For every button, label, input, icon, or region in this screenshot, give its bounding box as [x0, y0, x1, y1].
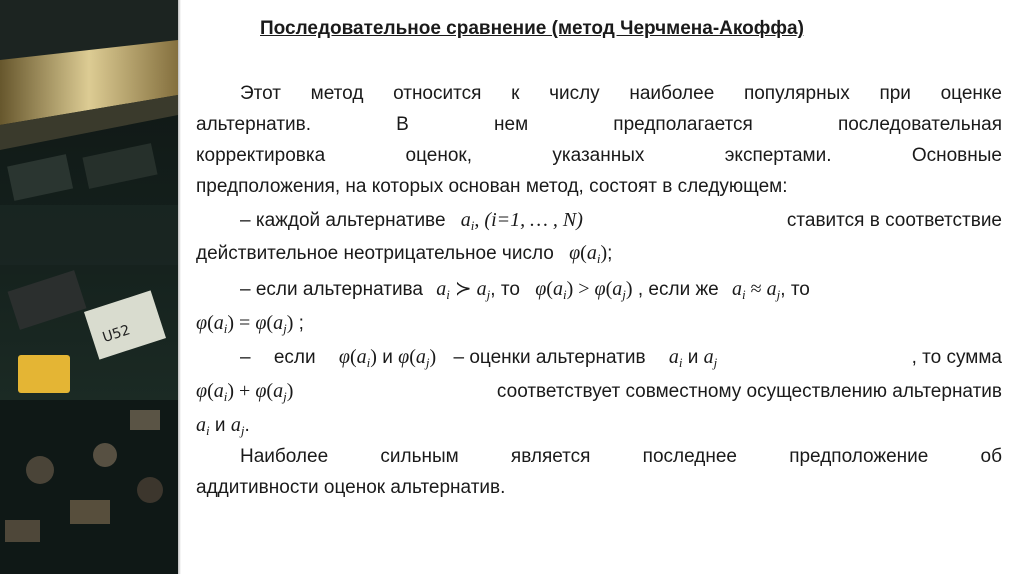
formula-a-i: $a_i$	[460, 209, 475, 233]
item-3-text-g: и	[214, 415, 226, 436]
formula-a-j-3: $a_j$	[230, 414, 245, 438]
item-1-dash: –	[240, 210, 251, 231]
item-1-text-c: действительное неотрицательное число	[196, 243, 554, 264]
paragraph-1-line-3: корректировка оценок, указанных экспертами. Основные	[196, 145, 1002, 166]
formula-phi-a-i: $\varphi(a_i)$	[569, 242, 608, 266]
formula-a-i-3: $a_i$	[196, 414, 210, 438]
formula-a-j-2: $a_j$	[703, 346, 718, 370]
formula-a-i-approx-a-j: $a_i \approx a_j$	[732, 278, 781, 302]
item-1-text-b: ставится в соответствие	[786, 210, 1002, 231]
paragraph-2-line-1: Наиболее сильным является последнее предположение об	[240, 446, 1002, 467]
item-2-text-d: , то	[780, 279, 810, 300]
photo-divider	[178, 0, 181, 574]
item-3-text-e: , то сумма	[911, 347, 1002, 368]
paragraph-1-line-2: альтернатив. В нем предполагается последовательная	[196, 114, 1002, 135]
item-3-text-b: и	[382, 347, 393, 368]
item-2-text-a: если альтернатива	[255, 279, 423, 300]
item-3-dash: –	[240, 347, 251, 368]
item-3-text-a: если	[273, 347, 316, 368]
formula-index-range: (i=1, … , N)	[484, 209, 583, 231]
formula-phi-i-eq-phi-j: $\varphi(a_i) = \varphi(a_j)$	[196, 312, 294, 336]
paragraph-2-line-2: аддитивности оценок альтернатив.	[196, 477, 506, 498]
item-2-dash: –	[240, 279, 251, 300]
item-2-text-b: , то	[490, 279, 520, 300]
item-3-text-d: и	[687, 347, 699, 368]
list-item-2-line-1	[196, 274, 1002, 305]
paragraph-1-line-4: предположения, на которых основан метод, состоят в следующем:	[196, 176, 788, 197]
list-item-1-line-2: действительное неотрицательное число $\varphi(a_i)$;	[196, 242, 613, 266]
svg-text:U52: U52	[100, 322, 133, 347]
list-item-3-line-2	[196, 376, 1002, 407]
formula-a-i-2: $a_i$	[668, 346, 683, 370]
formula-phi-i-gt-phi-j: $\varphi(a_i) > \varphi(a_j)$	[535, 278, 633, 302]
list-item-1-line-1: – каждой альтернативе $a_i$, (i=1, … , N) ставится в соответствие	[196, 205, 1002, 236]
circuit-board-photo	[0, 0, 178, 574]
slide-title: Последовательное сравнение (метод Черчмена-Акоффа)	[260, 18, 804, 39]
formula-a-i-succ-a-j: $a_i$ ≻ $a_j$	[436, 278, 491, 302]
formula-phi-sum: $\varphi(a_i) + \varphi(a_j)$	[196, 380, 294, 404]
list-item-3-line-1	[196, 342, 1002, 373]
list-item-3-line-3: $a_i$ и $a_j$.	[196, 414, 250, 438]
paragraph-1-line-1: Этот метод относится к числу наиболее популярных при оценке	[240, 83, 1002, 104]
item-3-text-f: соответствует совместному осуществлению альтернатив	[496, 381, 1002, 402]
list-item-2-line-2: $\varphi(a_i) = \varphi(a_j)$ ;	[196, 312, 304, 336]
item-2-text-c: , если же	[637, 279, 719, 300]
item-1-text-a: каждой альтернативе	[255, 210, 446, 231]
item-3-text-c: – оценки альтернатив	[453, 347, 646, 368]
formula-phi-a-i-2: $\varphi(a_i)$	[338, 346, 377, 370]
formula-phi-a-j: $\varphi(a_j)$	[398, 346, 437, 370]
circuit-board-illustration	[0, 0, 178, 574]
